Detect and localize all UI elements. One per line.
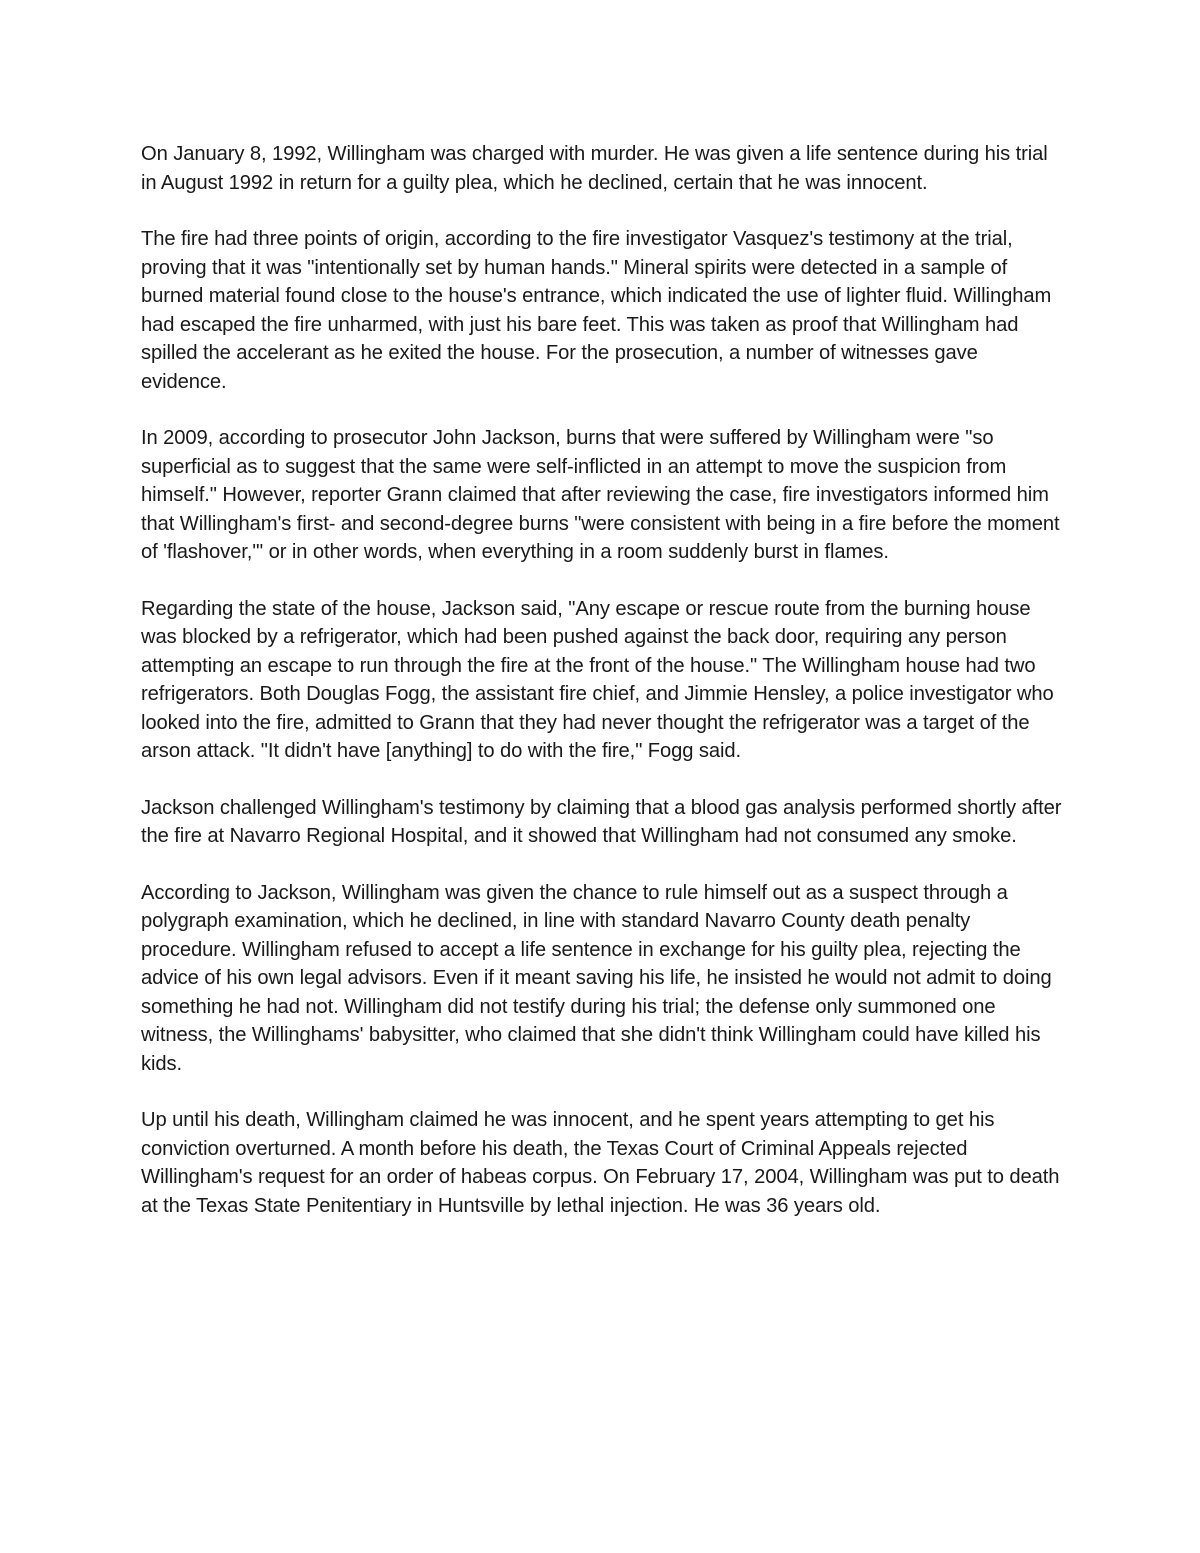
paragraph-7: Up until his death, Willingham claimed he was innocent, and he spent years attempting to get his conviction overturned. A month before his death, the Texas Court of Criminal Appeals rejected Willingham's request for an order of habeas corpus. On February 17, 2004, Willingham was put to death at the Texas State Penitentiary in Huntsville by lethal injection. He was 36 years old. — [141, 1109, 1060, 1217]
document-body — [141, 140, 1066, 1248]
paragraph-2: The fire had three points of origin, according to the fire investigator Vasquez's testimony at the trial, proving that it was "intentionally set by human hands." Mineral spirits were detected in a sample of burned material found close to the house's entrance, which indicated the use of lighter fluid. Willingham had escaped the fire unharmed, with just his bare feet. This was taken as proof that Willingham had spilled the accelerant as he exited the house. For the prosecution, a number of witnesses gave evidence. — [141, 228, 1052, 393]
paragraph-6: According to Jackson, Willingham was given the chance to rule himself out as a suspect through a polygraph examination, which he declined, in line with standard Navarro County death penalty procedure. Willingham refused to accept a life sentence in exchange for his guilty plea, rejecting the advice of his own legal advisors. Even if it meant saving his life, he insisted he would not admit to doing something he had not. Willingham did not testify during his trial; the defense only summoned one witness, the Willinghams' babysitter, who claimed that she didn't think Willingham could have killed his kids. — [141, 881, 1052, 1075]
paragraph-3: In 2009, according to prosecutor John Jackson, burns that were suffered by Willingham were "so superficial as to suggest that the same were self-inflicted in an attempt to move the suspicion from himself." However, reporter Grann claimed that after reviewing the case, fire investigators informed him that Willingham's first- and second-degree burns "were consistent with being in a fire before the moment of 'flashover,'" or in other words, when everything in a room suddenly burst in flames. — [141, 427, 1060, 563]
paragraph-4: Regarding the state of the house, Jackson said, "Any escape or rescue route from the burning house was blocked by a refrigerator, which had been pushed against the back door, requiring any person attempting an escape to run through the fire at the front of the house." The Willingham house had two refrigerators. Both Douglas Fogg, the assistant fire chief, and Jimmie Hensley, a police investigator who looked into the fire, admitted to Grann that they had never thought the refrigerator was a target of the arson attack. "It didn't have [anything] to do with the fire," Fogg said. — [141, 597, 1054, 762]
paragraph-1: On January 8, 1992, Willingham was charged with murder. He was given a life sentence during his trial in August 1992 in return for a guilty plea, which he declined, certain that he was innocent. — [141, 143, 1048, 194]
paragraph-5: Jackson challenged Willingham's testimony by claiming that a blood gas analysis performed shortly after the fire at Navarro Regional Hospital, and it showed that Willingham had not consumed any smoke. — [141, 796, 1062, 847]
